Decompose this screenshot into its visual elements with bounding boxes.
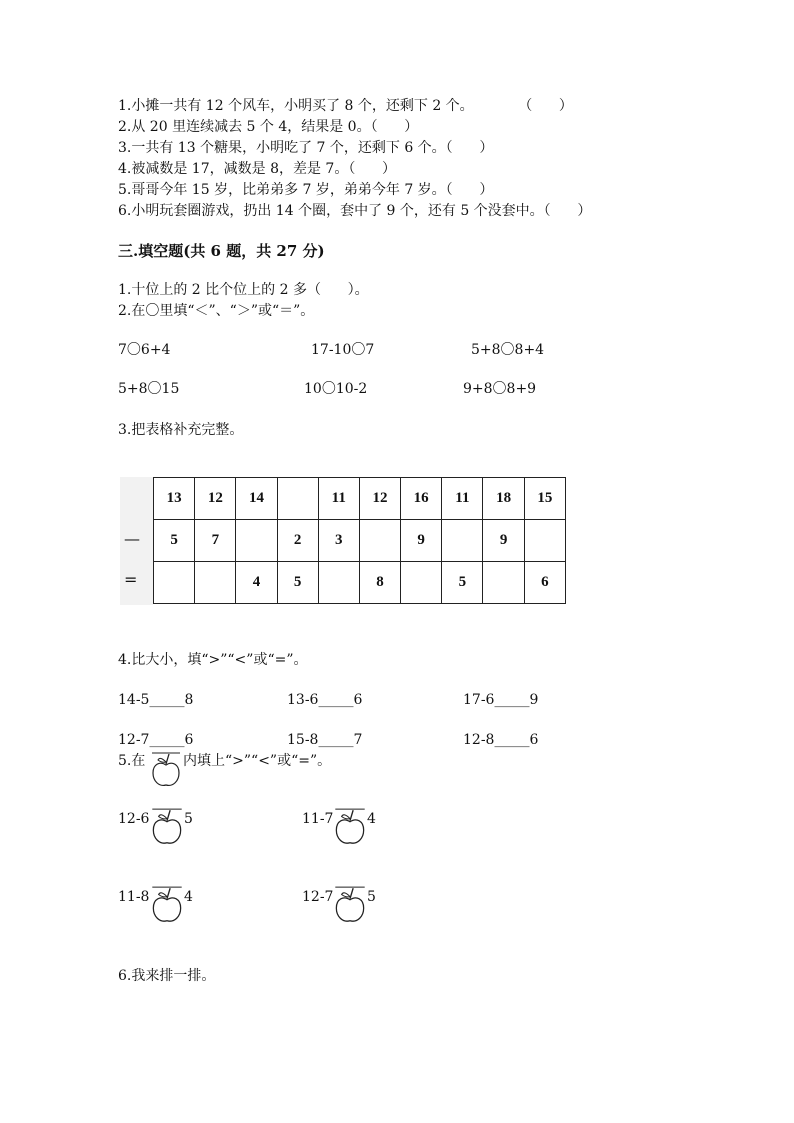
question-5-suffix: 内填上“>”“<”或“=”。 xyxy=(183,753,332,769)
table-cell xyxy=(483,562,524,604)
table-cell: 12 xyxy=(359,478,400,520)
table-row-difference xyxy=(154,562,566,604)
table-cell: 4 xyxy=(236,562,277,604)
apple-item-3-right: 4 xyxy=(184,889,193,905)
table-cell xyxy=(442,520,483,562)
compare-item-1: 7〇6+4 xyxy=(118,342,171,358)
table-cell: 11 xyxy=(318,478,359,520)
table-cell xyxy=(524,520,565,562)
table-cell: 5 xyxy=(154,520,195,562)
judge-item-6: 6.小明玩套圈游戏，扔出 14 个圈，套中了 9 个，还有 5 个没套中。（ ） xyxy=(118,203,592,219)
fill-item-3: 17-6_____9 xyxy=(463,692,539,708)
compare-item-3: 5+8〇8+4 xyxy=(471,342,545,358)
table-cell: 9 xyxy=(401,520,442,562)
fill-item-6: 12-8_____6 xyxy=(463,732,539,748)
section-title: 三.填空题(共 6 题，共 27 分) xyxy=(118,242,325,260)
table-cell xyxy=(236,520,277,562)
table-cell: 13 xyxy=(154,478,195,520)
table-cell: 15 xyxy=(524,478,565,520)
table-cell: 14 xyxy=(236,478,277,520)
judge-item-5: 5.哥哥今年 15 岁，比弟弟多 7 岁，弟弟今年 7 岁。（ ） xyxy=(118,182,494,198)
table-row-subtrahend xyxy=(154,520,566,562)
question-1: 1.十位上的 2 比个位上的 2 多（ ）。 xyxy=(118,282,369,298)
apple-item-1-left: 12-6 xyxy=(118,811,150,827)
table-cell: 5 xyxy=(277,562,318,604)
equals-label: = xyxy=(124,570,138,589)
apple-item-3-left: 11-8 xyxy=(118,889,150,905)
fill-item-2: 13-6_____6 xyxy=(287,692,363,708)
table-cell xyxy=(154,562,195,604)
apple-icon xyxy=(150,884,184,926)
question-2: 2.在〇里填“＜”、“＞”或“＝”。 xyxy=(118,303,315,319)
table-cell: 5 xyxy=(442,562,483,604)
table-cell: 2 xyxy=(277,520,318,562)
table-cell: 11 xyxy=(442,478,483,520)
fill-item-1: 14-5_____8 xyxy=(118,692,194,708)
apple-item-2-right: 4 xyxy=(367,811,376,827)
table-cell xyxy=(277,478,318,520)
table-cell: 9 xyxy=(483,520,524,562)
table-cell: 7 xyxy=(195,520,236,562)
table-cell xyxy=(195,562,236,604)
table-cell: 16 xyxy=(401,478,442,520)
table-cell: 18 xyxy=(483,478,524,520)
apple-item-1-right: 5 xyxy=(184,811,193,827)
judge-item-2: 2.从 20 里连续减去 5 个 4，结果是 0。（ ） xyxy=(118,119,419,135)
question-4: 4.比大小，填“>”“<”或“=”。 xyxy=(118,652,308,668)
fill-item-4: 12-7_____6 xyxy=(118,732,194,748)
apple-item-4-right: 5 xyxy=(367,889,376,905)
compare-item-5: 10〇10-2 xyxy=(304,381,368,397)
table-row-minuend xyxy=(154,478,566,520)
judge-item-4: 4.被减数是 17，减数是 8，差是 7。（ ） xyxy=(118,161,397,177)
question-5-prefix: 5.在 xyxy=(118,753,146,769)
table-cell xyxy=(359,520,400,562)
table-cell: 6 xyxy=(524,562,565,604)
apple-icon xyxy=(150,750,182,790)
table-cell: 3 xyxy=(318,520,359,562)
table-cell: 12 xyxy=(195,478,236,520)
apple-icon xyxy=(333,884,367,926)
minus-label: — xyxy=(124,529,140,548)
compare-item-6: 9+8〇8+9 xyxy=(463,381,537,397)
subtraction-table xyxy=(120,477,566,605)
compare-item-4: 5+8〇15 xyxy=(118,381,180,397)
judge-item-1: 1.小摊一共有 12 个风车，小明买了 8 个，还剩下 2 个。 （ ） xyxy=(118,98,573,114)
question-6: 6.我来排一排。 xyxy=(118,968,216,984)
table-cell: 8 xyxy=(359,562,400,604)
apple-item-2-left: 11-7 xyxy=(302,811,334,827)
compare-item-2: 17-10〇7 xyxy=(311,342,375,358)
apple-item-4-left: 12-7 xyxy=(302,889,334,905)
question-3: 3.把表格补充完整。 xyxy=(118,422,244,438)
table-cell xyxy=(318,562,359,604)
apple-icon xyxy=(150,806,184,848)
table-cell xyxy=(401,562,442,604)
fill-item-5: 15-8_____7 xyxy=(287,732,363,748)
apple-icon xyxy=(333,806,367,848)
judge-item-3: 3.一共有 13 个糖果，小明吃了 7 个，还剩下 6 个。（ ） xyxy=(118,140,494,156)
